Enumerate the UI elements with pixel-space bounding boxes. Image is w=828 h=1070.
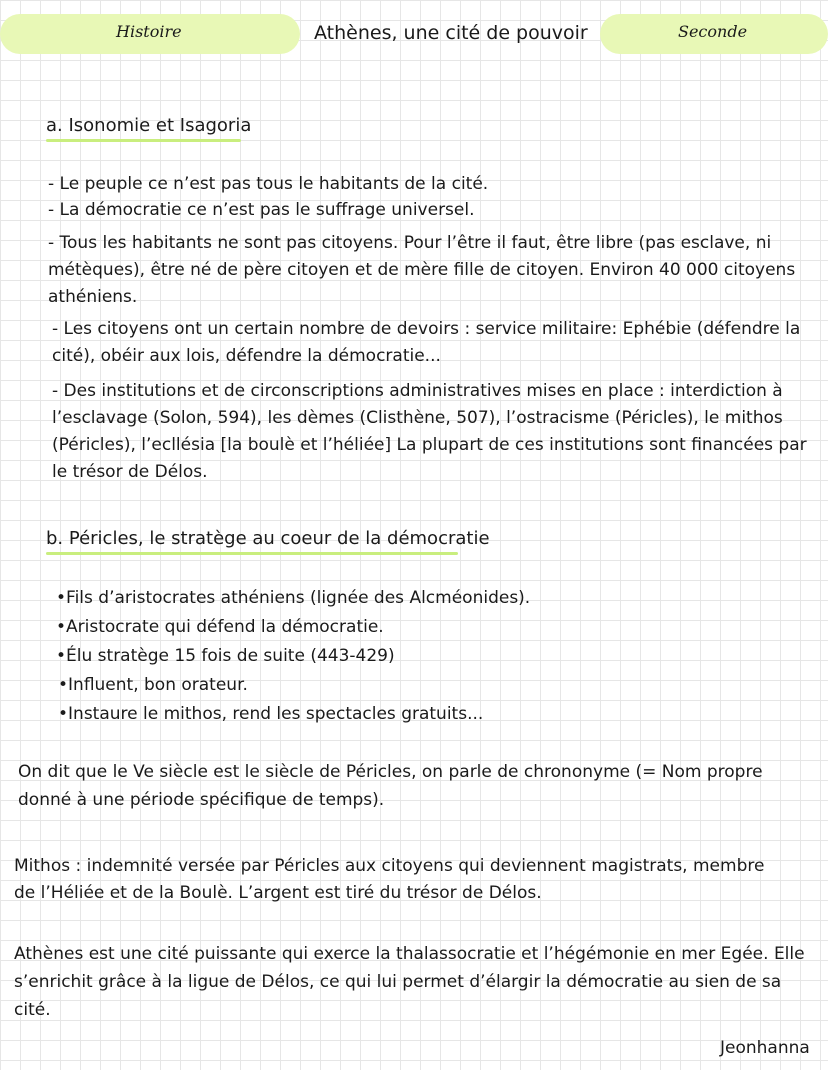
page-title: Athènes, une cité de pouvoir — [314, 22, 588, 44]
conclusion-line-2: s’enrichit grâce à la ligue de Délos, ce qui lui permet d’élargir la démocratie au sien de sa — [14, 972, 782, 992]
conclusion-line-3: cité. — [14, 1000, 51, 1020]
section-a-line-2: - La démocratie ce n’est pas le suffrage universel. — [48, 200, 475, 220]
bullet-1: •Fils d’aristocrates athéniens (lignée des Alcméonides). — [56, 588, 531, 608]
subject-label: Histoire — [116, 22, 182, 41]
bullet-4: •Influent, bon orateur. — [58, 675, 248, 695]
section-a-line-7: cité), obéir aux lois, défendre la démocratie... — [52, 346, 441, 366]
section-a-line-9: l’esclavage (Solon, 594), les dèmes (Clisthène, 507), l’ostracisme (Péricles), le mithos — [52, 408, 783, 428]
bullet-2: •Aristocrate qui défend la démocratie. — [56, 617, 384, 637]
section-b-title — [46, 528, 490, 549]
signature: Jeonhanna — [720, 1038, 810, 1058]
mithos-line-1: Mithos : indemnité versée par Péricles aux citoyens qui deviennent magistrats, membre — [14, 856, 765, 876]
section-a-line-6: - Les citoyens ont un certain nombre de devoirs : service militaire: Ephébie (défendre la — [52, 319, 801, 339]
section-b-title-text: b. Péricles, le stratège au coeur de la démocratie — [46, 528, 490, 549]
section-a-line-8: - Des institutions et de circonscriptions administratives mises en place : interdiction à — [52, 381, 783, 401]
conclusion-line-1: Athènes est une cité puissante qui exerce la thalassocratie et l’hégémonie en mer Egée. Elle — [14, 944, 805, 964]
section-b-title-underline — [46, 552, 458, 555]
chrononyme-line-2: donné à une période spécifique de temps). — [18, 790, 385, 810]
section-a-line-11: le trésor de Délos. — [52, 462, 208, 482]
section-a-title — [46, 115, 251, 136]
section-a-line-10: (Péricles), l’ecllésia [la boulè et l’héliée] La plupart de ces institutions sont financées par — [52, 435, 807, 455]
bullet-5: •Instaure le mithos, rend les spectacles gratuits... — [58, 704, 484, 724]
section-a-title-text: a. Isonomie et Isagoria — [46, 115, 252, 136]
level-label: Seconde — [678, 22, 748, 41]
bullet-3: •Élu stratège 15 fois de suite (443-429) — [56, 646, 395, 666]
section-a-line-4: métèques), être né de père citoyen et de mère fille de citoyen. Environ 40 000 citoyens — [48, 260, 796, 280]
mithos-line-2: de l’Héliée et de la Boulè. L’argent est tiré du trésor de Délos. — [14, 883, 542, 903]
section-a-line-3: - Tous les habitants ne sont pas citoyens. Pour l’être il faut, être libre (pas esclave, ni — [48, 233, 772, 253]
chrononyme-line-1: On dit que le Ve siècle est le siècle de Péricles, on parle de chrononyme (= Nom propre — [18, 762, 763, 782]
section-a-line-1: - Le peuple ce n’est pas tous le habitants de la cité. — [48, 174, 489, 194]
section-a-title-underline — [46, 139, 241, 142]
section-a-line-5: athéniens. — [48, 287, 138, 307]
